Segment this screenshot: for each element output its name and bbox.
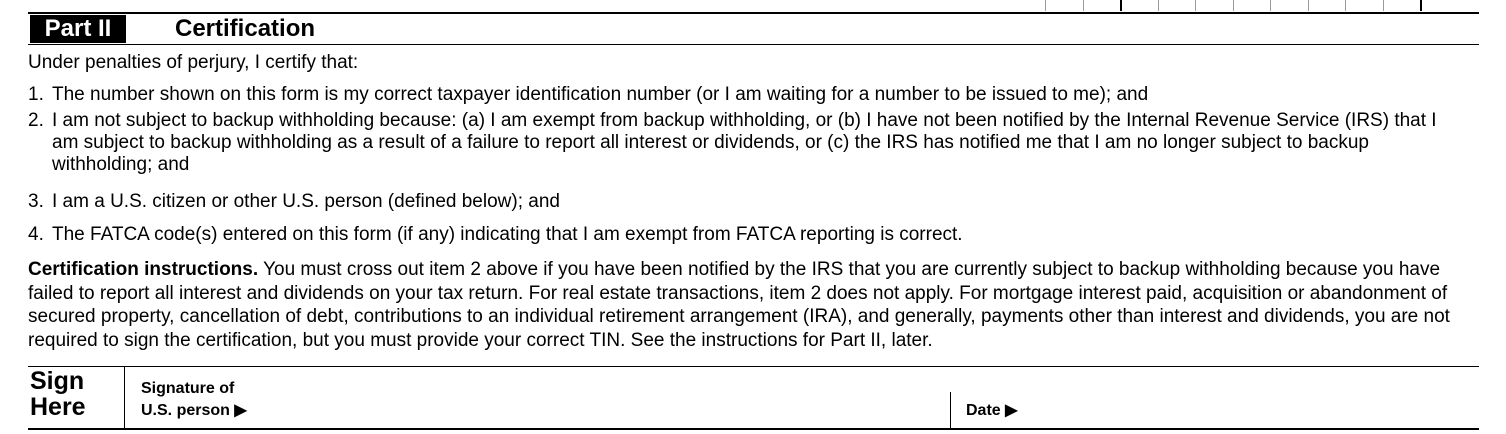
date-divider: [950, 392, 951, 429]
tin-box-end: [1420, 0, 1422, 11]
sign-here-heading: [30, 368, 120, 420]
item-text: I am a U.S. citizen or other U.S. person (defined below); and: [52, 191, 560, 212]
item-text: I am not subject to backup withholding because: (a) I am exempt from backup withholding, or (b) I have not been notified by the Internal Revenue Service (IRS) that I am subject to backup withholding as a result of a failure to report all interest or dividends, or (c) the IRS has notified me that I am no longer subject to backup withholding; and: [52, 110, 1437, 175]
tin-box: [1308, 0, 1346, 11]
sign-heading-line1: Sign: [30, 367, 85, 395]
part-title: Certification: [175, 15, 316, 42]
item-number: 1.: [28, 84, 44, 105]
item-text: The FATCA code(s) entered on this form (if any) indicating that I am exempt from FATCA reporting is correct.: [52, 224, 963, 245]
signature-field[interactable]: [141, 378, 247, 422]
tin-box: [1345, 0, 1383, 11]
certification-instructions-lead: Certification instructions.: [28, 259, 259, 280]
part-tag: Part II: [30, 15, 126, 43]
tin-box: [1195, 0, 1233, 11]
tin-box: [1120, 0, 1158, 11]
tin-box: [1233, 0, 1271, 11]
signature-label-line2: U.S. person ▶: [141, 402, 247, 419]
item-number: 4.: [28, 224, 44, 245]
sign-section-bottom-rule: [28, 428, 1479, 430]
item-text: The number shown on this form is my correct taxpayer identification number (or I am waiting for a number to be issued to me); and: [52, 84, 1149, 105]
certification-item-2[interactable]: [28, 110, 1468, 176]
item-number: 3.: [28, 191, 44, 212]
signature-label-line1: Signature of: [141, 380, 235, 397]
tin-box: [1270, 0, 1308, 11]
tin-box: [1158, 0, 1196, 11]
part-header: [28, 14, 1479, 45]
sign-heading-divider: [124, 366, 125, 429]
date-field[interactable]: Date ▶: [966, 402, 1018, 419]
tin-box: [1045, 0, 1083, 11]
certification-instructions-text: You must cross out item 2 above if you have been notified by the IRS that you are currently subject to backup withholding because you have failed to report all interest and dividends on your tax return. For real estate transactions, item 2 does not apply. For mortgage interest paid, acquisition or abandonment of secured property, cancellation of debt, contributions to an individual retirement arrangement (IRA), and generally, payments other than interest and dividends, you are not required to sign the certification, but you must provide your correct TIN. See the instructions for Part II, later.: [28, 259, 1450, 351]
item-number: 2.: [28, 110, 44, 131]
tin-box-grid-partial: [1045, 0, 1422, 11]
sign-section-top-rule: [28, 366, 1479, 367]
certification-intro: Under penalties of perjury, I certify that:: [28, 52, 359, 73]
tin-box: [1083, 0, 1121, 11]
sign-heading-line2: Here: [30, 393, 86, 421]
certification-instructions: [28, 258, 1473, 352]
certification-item-4: [28, 224, 1468, 246]
certification-item-3: [28, 191, 1468, 213]
certification-item-1: [28, 84, 1468, 106]
tin-box: [1383, 0, 1421, 11]
